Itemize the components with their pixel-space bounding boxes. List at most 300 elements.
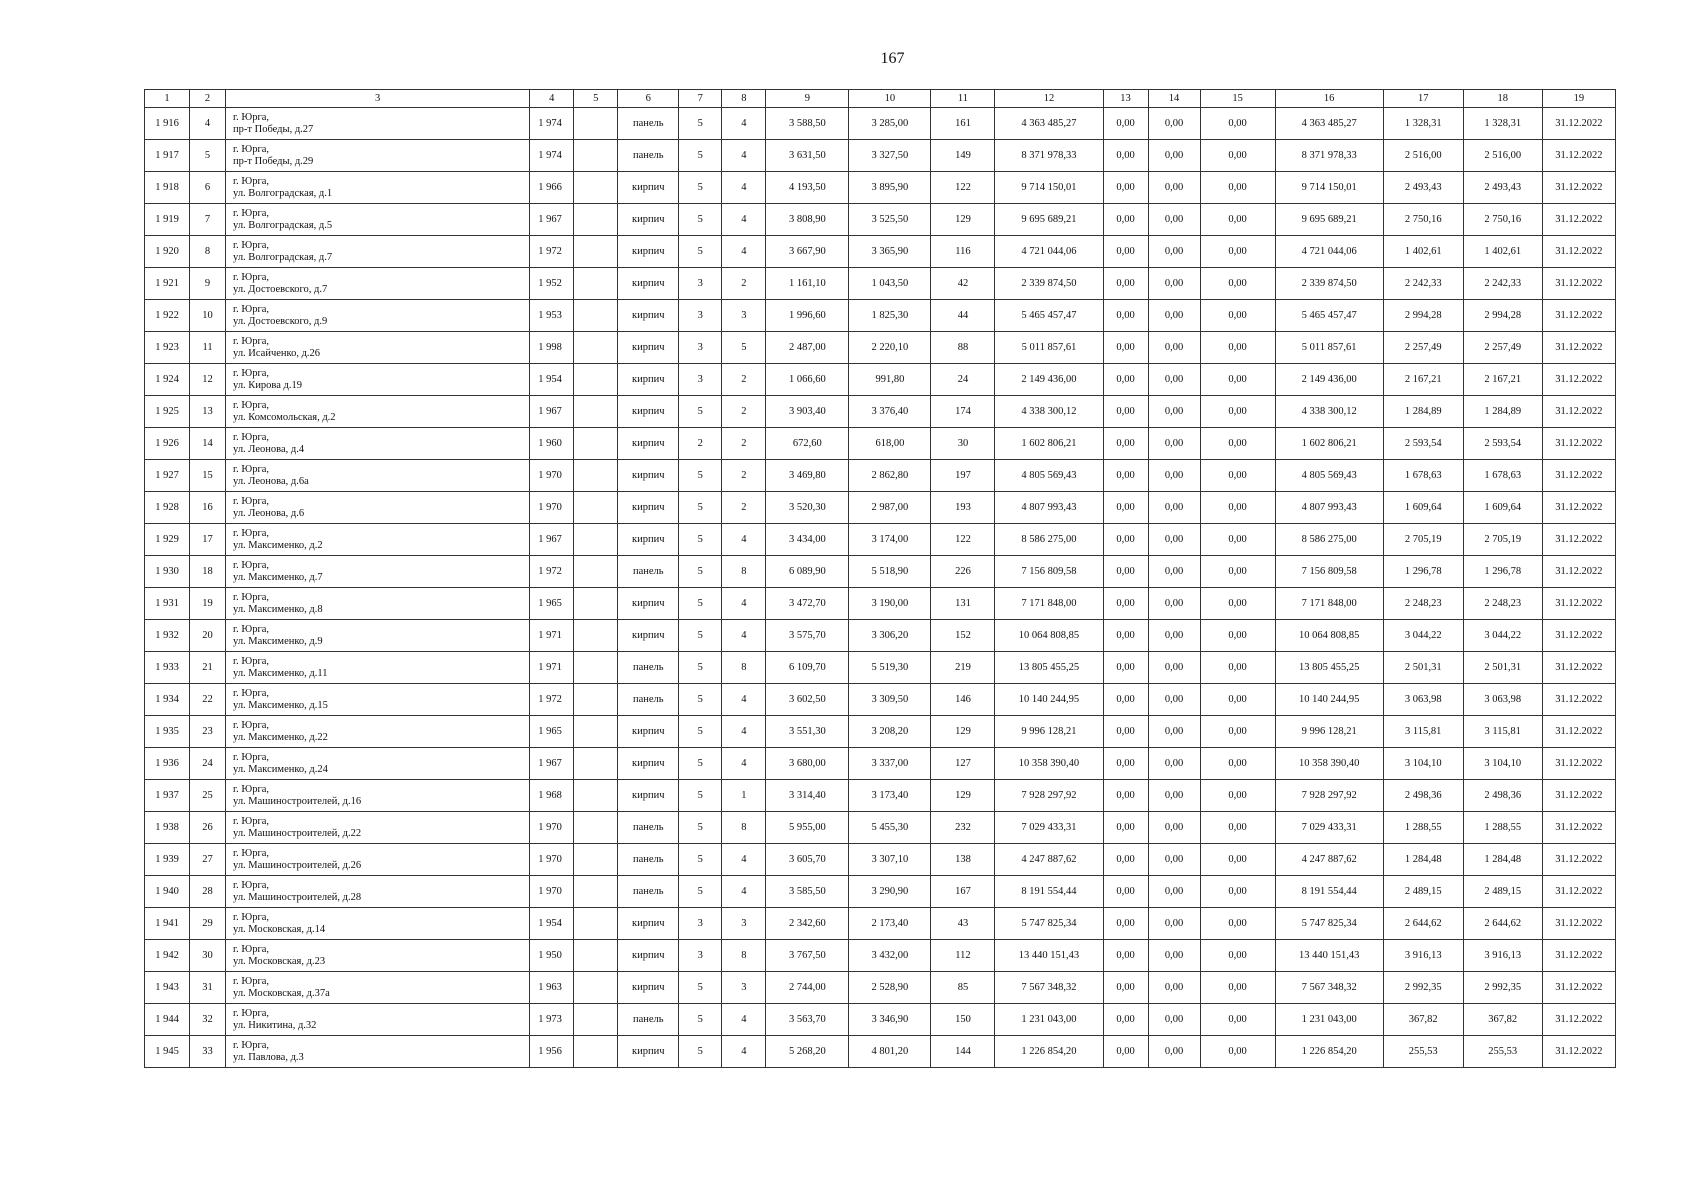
cell-col-18: 3 916,13 [1463,940,1542,972]
cell-col-12: 9 714 150,01 [995,172,1103,204]
cell-col-10: 2 987,00 [849,492,931,524]
address-street: ул. Комсомольская, д.2 [233,411,336,423]
cell-col-18: 2 644,62 [1463,908,1542,940]
column-header-11: 11 [931,90,995,108]
cell-wall-material: панель [618,1004,679,1036]
cell-col-14: 0,00 [1148,844,1200,876]
cell-year: 1 966 [530,172,574,204]
cell-item-number: 28 [190,876,226,908]
column-header-4: 4 [530,90,574,108]
cell-col-9: 6 089,90 [766,556,849,588]
cell-col-9: 5 955,00 [766,812,849,844]
cell-wall-material: кирпич [618,236,679,268]
cell-col-9: 6 109,70 [766,652,849,684]
cell-date: 31.12.2022 [1542,332,1615,364]
cell-year: 1 956 [530,1036,574,1068]
cell-col-14: 0,00 [1148,556,1200,588]
cell-col-17: 2 644,62 [1383,908,1463,940]
cell-col-9: 3 563,70 [766,1004,849,1036]
cell-date: 31.12.2022 [1542,1004,1615,1036]
cell-col-14: 0,00 [1148,428,1200,460]
table-row [145,332,1616,364]
table-row [145,492,1616,524]
cell-col-16: 4 721 044,06 [1275,236,1383,268]
cell-year: 1 967 [530,396,574,428]
cell-col-16: 7 156 809,58 [1275,556,1383,588]
column-header-1: 1 [145,90,190,108]
cell-col-16: 4 338 300,12 [1275,396,1383,428]
cell-col-11: 150 [931,1004,995,1036]
cell-col-15: 0,00 [1200,780,1275,812]
cell-col-10: 3 290,90 [849,876,931,908]
cell-year: 1 974 [530,140,574,172]
table-row [145,268,1616,300]
cell-col-13: 0,00 [1103,652,1148,684]
address-street: пр-т Победы, д.27 [233,123,314,135]
cell-col-15: 0,00 [1200,332,1275,364]
cell-date: 31.12.2022 [1542,268,1615,300]
cell-entrances: 4 [722,172,766,204]
table-row [145,460,1616,492]
cell-col-18: 1 402,61 [1463,236,1542,268]
cell-item-number: 16 [190,492,226,524]
cell-col-12: 2 149 436,00 [995,364,1103,396]
cell-year: 1 971 [530,620,574,652]
address-street: ул. Максименко, д.9 [233,635,323,647]
cell-date: 31.12.2022 [1542,428,1615,460]
cell-year: 1 967 [530,524,574,556]
cell-entrances: 5 [722,332,766,364]
address-city: г. Юрга, [233,943,270,955]
address-street: ул. Машиностроителей, д.28 [233,891,362,903]
cell-col-17: 1 678,63 [1383,460,1463,492]
cell-col-14: 0,00 [1148,620,1200,652]
address-street: ул. Достоевского, д.7 [233,283,328,295]
cell-col-13: 0,00 [1103,428,1148,460]
cell-record-number: 1 934 [145,684,190,716]
cell-item-number: 17 [190,524,226,556]
cell-col-5 [574,1036,618,1068]
cell-floors: 5 [679,844,722,876]
cell-col-16: 10 140 244,95 [1275,684,1383,716]
cell-address [226,1036,530,1068]
cell-col-11: 122 [931,524,995,556]
column-header-7: 7 [679,90,722,108]
cell-col-12: 7 029 433,31 [995,812,1103,844]
cell-col-17: 1 296,78 [1383,556,1463,588]
cell-year: 1 954 [530,364,574,396]
cell-col-16: 13 805 455,25 [1275,652,1383,684]
cell-col-18: 2 992,35 [1463,972,1542,1004]
cell-col-18: 1 328,31 [1463,108,1542,140]
cell-col-14: 0,00 [1148,300,1200,332]
cell-floors: 3 [679,268,722,300]
cell-floors: 3 [679,940,722,972]
cell-col-13: 0,00 [1103,780,1148,812]
cell-col-10: 3 285,00 [849,108,931,140]
table-row [145,620,1616,652]
cell-col-16: 5 465 457,47 [1275,300,1383,332]
cell-col-13: 0,00 [1103,460,1148,492]
cell-col-14: 0,00 [1148,140,1200,172]
address-city: г. Юрга, [233,303,270,315]
cell-col-13: 0,00 [1103,556,1148,588]
cell-col-18: 2 489,15 [1463,876,1542,908]
cell-col-9: 3 434,00 [766,524,849,556]
table-row [145,812,1616,844]
cell-item-number: 14 [190,428,226,460]
cell-address [226,876,530,908]
cell-col-12: 4 807 993,43 [995,492,1103,524]
table-row [145,140,1616,172]
cell-col-5 [574,972,618,1004]
address-city: г. Юрга, [233,847,270,859]
cell-entrances: 4 [722,620,766,652]
cell-col-10: 5 519,30 [849,652,931,684]
cell-col-14: 0,00 [1148,876,1200,908]
cell-date: 31.12.2022 [1542,652,1615,684]
cell-record-number: 1 929 [145,524,190,556]
cell-col-13: 0,00 [1103,812,1148,844]
cell-col-16: 4 363 485,27 [1275,108,1383,140]
cell-col-15: 0,00 [1200,652,1275,684]
cell-col-10: 3 365,90 [849,236,931,268]
table-row [145,972,1616,1004]
cell-col-9: 3 575,70 [766,620,849,652]
cell-item-number: 30 [190,940,226,972]
cell-year: 1 973 [530,1004,574,1036]
cell-entrances: 4 [722,1036,766,1068]
cell-floors: 5 [679,748,722,780]
cell-col-5 [574,236,618,268]
cell-col-9: 3 588,50 [766,108,849,140]
cell-item-number: 20 [190,620,226,652]
cell-record-number: 1 935 [145,716,190,748]
cell-record-number: 1 943 [145,972,190,1004]
cell-col-13: 0,00 [1103,908,1148,940]
address-city: г. Юрга, [233,271,270,283]
cell-item-number: 29 [190,908,226,940]
cell-floors: 5 [679,524,722,556]
cell-col-17: 1 328,31 [1383,108,1463,140]
cell-year: 1 970 [530,460,574,492]
address-city: г. Юрга, [233,495,270,507]
cell-floors: 5 [679,780,722,812]
cell-item-number: 23 [190,716,226,748]
cell-col-5 [574,204,618,236]
cell-col-15: 0,00 [1200,108,1275,140]
address-city: г. Юрга, [233,815,270,827]
cell-address [226,588,530,620]
address-city: г. Юрга, [233,623,270,635]
cell-col-13: 0,00 [1103,620,1148,652]
cell-col-13: 0,00 [1103,940,1148,972]
address-city: г. Юрга, [233,111,270,123]
cell-col-9: 3 631,50 [766,140,849,172]
cell-col-13: 0,00 [1103,140,1148,172]
cell-item-number: 15 [190,460,226,492]
cell-col-17: 2 992,35 [1383,972,1463,1004]
cell-date: 31.12.2022 [1542,140,1615,172]
cell-col-14: 0,00 [1148,524,1200,556]
address-city: г. Юрга, [233,1039,270,1051]
cell-col-10: 3 346,90 [849,1004,931,1036]
cell-col-12: 5 747 825,34 [995,908,1103,940]
cell-date: 31.12.2022 [1542,396,1615,428]
cell-year: 1 954 [530,908,574,940]
address-street: ул. Машиностроителей, д.16 [233,795,362,807]
cell-col-9: 672,60 [766,428,849,460]
cell-wall-material: кирпич [618,780,679,812]
cell-entrances: 4 [722,716,766,748]
cell-record-number: 1 924 [145,364,190,396]
cell-col-15: 0,00 [1200,1036,1275,1068]
cell-col-11: 42 [931,268,995,300]
cell-col-12: 5 465 457,47 [995,300,1103,332]
table-row [145,652,1616,684]
cell-col-17: 1 402,61 [1383,236,1463,268]
cell-col-18: 2 167,21 [1463,364,1542,396]
cell-date: 31.12.2022 [1542,780,1615,812]
cell-date: 31.12.2022 [1542,620,1615,652]
cell-col-12: 4 363 485,27 [995,108,1103,140]
cell-col-5 [574,556,618,588]
cell-year: 1 952 [530,268,574,300]
address-street: ул. Машиностроителей, д.22 [233,827,362,839]
cell-col-9: 3 903,40 [766,396,849,428]
cell-col-16: 9 714 150,01 [1275,172,1383,204]
cell-record-number: 1 925 [145,396,190,428]
cell-record-number: 1 938 [145,812,190,844]
cell-address [226,492,530,524]
cell-item-number: 8 [190,236,226,268]
cell-col-15: 0,00 [1200,492,1275,524]
cell-record-number: 1 917 [145,140,190,172]
cell-col-14: 0,00 [1148,908,1200,940]
cell-item-number: 24 [190,748,226,780]
cell-record-number: 1 930 [145,556,190,588]
cell-col-16: 5 747 825,34 [1275,908,1383,940]
cell-col-16: 9 695 689,21 [1275,204,1383,236]
cell-entrances: 4 [722,108,766,140]
cell-col-15: 0,00 [1200,620,1275,652]
cell-col-5 [574,844,618,876]
cell-col-13: 0,00 [1103,876,1148,908]
cell-col-10: 5 518,90 [849,556,931,588]
cell-item-number: 7 [190,204,226,236]
cell-record-number: 1 933 [145,652,190,684]
cell-col-11: 30 [931,428,995,460]
cell-col-5 [574,140,618,172]
cell-year: 1 953 [530,300,574,332]
cell-col-14: 0,00 [1148,780,1200,812]
cell-col-11: 219 [931,652,995,684]
cell-col-11: 146 [931,684,995,716]
address-city: г. Юрга, [233,175,270,187]
cell-col-12: 1 602 806,21 [995,428,1103,460]
cell-address [226,332,530,364]
cell-col-18: 255,53 [1463,1036,1542,1068]
column-header-3: 3 [226,90,530,108]
cell-col-13: 0,00 [1103,524,1148,556]
cell-col-12: 8 586 275,00 [995,524,1103,556]
cell-col-14: 0,00 [1148,364,1200,396]
cell-date: 31.12.2022 [1542,1036,1615,1068]
cell-col-12: 4 247 887,62 [995,844,1103,876]
cell-col-14: 0,00 [1148,972,1200,1004]
cell-col-16: 1 226 854,20 [1275,1036,1383,1068]
cell-record-number: 1 940 [145,876,190,908]
cell-date: 31.12.2022 [1542,236,1615,268]
table-row [145,908,1616,940]
header-row [145,90,1616,108]
cell-address [226,908,530,940]
cell-record-number: 1 921 [145,268,190,300]
cell-wall-material: кирпич [618,492,679,524]
cell-wall-material: панель [618,108,679,140]
cell-col-9: 4 193,50 [766,172,849,204]
cell-record-number: 1 939 [145,844,190,876]
address-city: г. Юрга, [233,431,270,443]
cell-col-13: 0,00 [1103,1036,1148,1068]
cell-col-11: 167 [931,876,995,908]
cell-col-5 [574,908,618,940]
cell-col-17: 2 705,19 [1383,524,1463,556]
cell-floors: 5 [679,108,722,140]
cell-col-9: 5 268,20 [766,1036,849,1068]
cell-col-9: 3 469,80 [766,460,849,492]
cell-address [226,236,530,268]
column-header-5: 5 [574,90,618,108]
cell-year: 1 971 [530,652,574,684]
cell-address [226,204,530,236]
cell-col-12: 13 805 455,25 [995,652,1103,684]
cell-col-12: 7 156 809,58 [995,556,1103,588]
cell-col-11: 161 [931,108,995,140]
cell-date: 31.12.2022 [1542,588,1615,620]
cell-col-11: 197 [931,460,995,492]
cell-date: 31.12.2022 [1542,364,1615,396]
cell-wall-material: кирпич [618,940,679,972]
cell-year: 1 968 [530,780,574,812]
cell-col-10: 3 208,20 [849,716,931,748]
cell-date: 31.12.2022 [1542,684,1615,716]
cell-address [226,812,530,844]
cell-col-5 [574,812,618,844]
cell-col-17: 2 242,33 [1383,268,1463,300]
cell-col-15: 0,00 [1200,428,1275,460]
table-row [145,172,1616,204]
cell-item-number: 33 [190,1036,226,1068]
cell-col-18: 2 248,23 [1463,588,1542,620]
cell-col-15: 0,00 [1200,716,1275,748]
cell-record-number: 1 944 [145,1004,190,1036]
cell-col-5 [574,300,618,332]
cell-address [226,396,530,428]
table-row [145,236,1616,268]
cell-col-13: 0,00 [1103,716,1148,748]
cell-address [226,524,530,556]
address-street: ул. Волгоградская, д.1 [233,187,333,199]
cell-entrances: 8 [722,940,766,972]
cell-col-12: 2 339 874,50 [995,268,1103,300]
cell-col-11: 226 [931,556,995,588]
cell-col-16: 8 371 978,33 [1275,140,1383,172]
address-city: г. Юрга, [233,687,270,699]
column-header-18: 18 [1463,90,1542,108]
cell-col-9: 3 808,90 [766,204,849,236]
cell-col-15: 0,00 [1200,524,1275,556]
cell-col-11: 144 [931,1036,995,1068]
cell-col-18: 1 609,64 [1463,492,1542,524]
cell-col-11: 129 [931,780,995,812]
cell-col-16: 1 602 806,21 [1275,428,1383,460]
cell-col-13: 0,00 [1103,396,1148,428]
table-row [145,716,1616,748]
cell-col-5 [574,460,618,492]
cell-col-17: 2 498,36 [1383,780,1463,812]
cell-col-13: 0,00 [1103,588,1148,620]
address-city: г. Юрга, [233,719,270,731]
table-row [145,844,1616,876]
cell-address [226,460,530,492]
cell-col-14: 0,00 [1148,268,1200,300]
cell-col-12: 8 371 978,33 [995,140,1103,172]
cell-col-15: 0,00 [1200,396,1275,428]
cell-col-14: 0,00 [1148,236,1200,268]
address-city: г. Юрга, [233,879,270,891]
cell-col-15: 0,00 [1200,876,1275,908]
cell-entrances: 2 [722,460,766,492]
cell-col-5 [574,492,618,524]
cell-item-number: 26 [190,812,226,844]
table-row [145,1004,1616,1036]
address-city: г. Юрга, [233,527,270,539]
cell-year: 1 998 [530,332,574,364]
cell-wall-material: кирпич [618,620,679,652]
cell-col-15: 0,00 [1200,812,1275,844]
cell-col-15: 0,00 [1200,588,1275,620]
cell-col-10: 1 043,50 [849,268,931,300]
cell-col-16: 1 231 043,00 [1275,1004,1383,1036]
cell-entrances: 8 [722,652,766,684]
cell-floors: 3 [679,300,722,332]
address-city: г. Юрга, [233,783,270,795]
cell-address [226,268,530,300]
cell-col-10: 3 306,20 [849,620,931,652]
address-street: ул. Максименко, д.8 [233,603,323,615]
cell-col-11: 138 [931,844,995,876]
address-street: ул. Максименко, д.2 [233,539,323,551]
cell-col-14: 0,00 [1148,332,1200,364]
cell-col-17: 3 115,81 [1383,716,1463,748]
cell-col-18: 1 284,48 [1463,844,1542,876]
cell-col-14: 0,00 [1148,1036,1200,1068]
cell-wall-material: кирпич [618,588,679,620]
cell-item-number: 10 [190,300,226,332]
cell-col-17: 2 489,15 [1383,876,1463,908]
cell-col-18: 367,82 [1463,1004,1542,1036]
cell-col-5 [574,748,618,780]
cell-address [226,172,530,204]
cell-col-17: 1 284,89 [1383,396,1463,428]
column-header-15: 15 [1200,90,1275,108]
table-row [145,300,1616,332]
cell-year: 1 972 [530,684,574,716]
address-city: г. Юрга, [233,1007,270,1019]
cell-col-18: 2 516,00 [1463,140,1542,172]
cell-col-15: 0,00 [1200,908,1275,940]
